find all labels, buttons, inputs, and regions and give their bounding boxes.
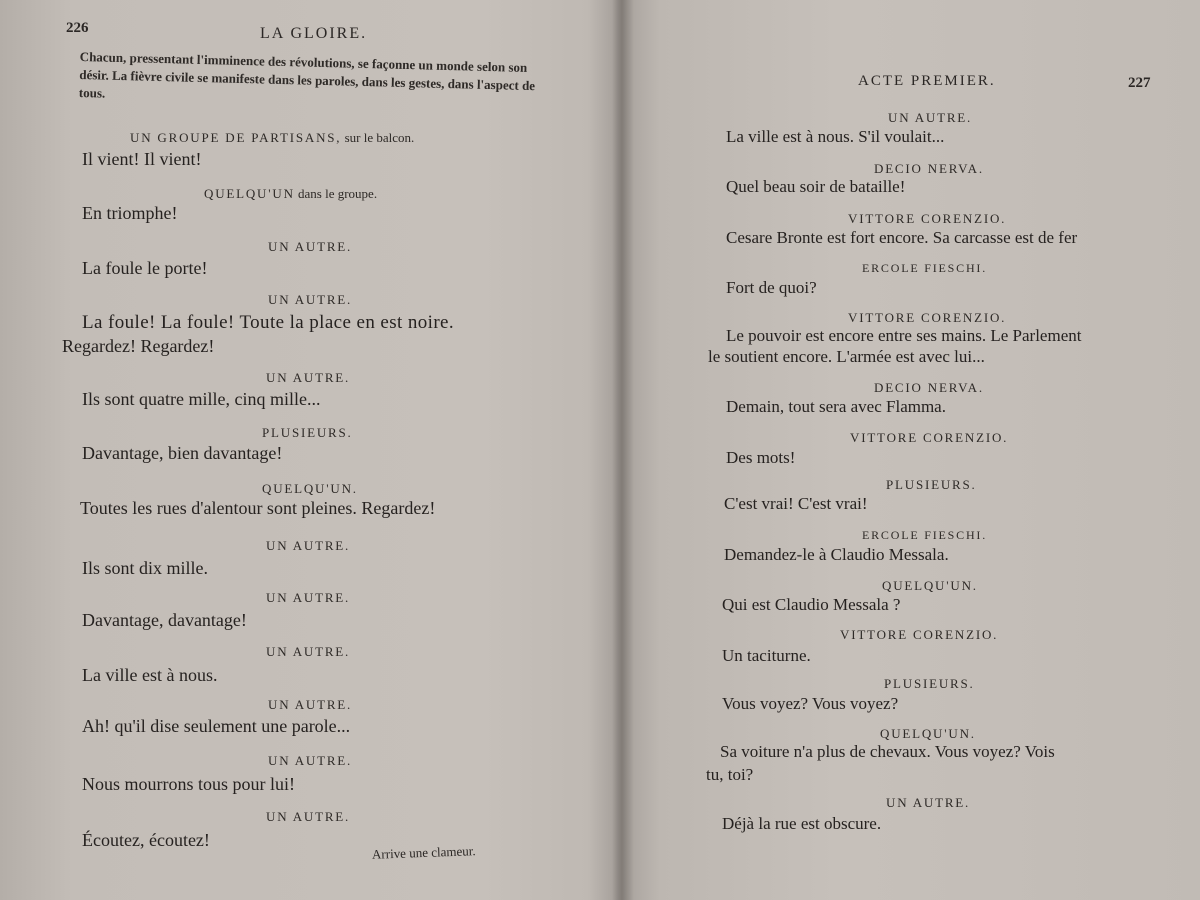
dialogue-line: Toutes les rues d'alentour sont pleines. Regardez! <box>80 498 436 518</box>
dialogue-line: La foule le porte! <box>82 258 208 278</box>
dialogue-line: Déjà la rue est obscure. <box>722 814 882 833</box>
speaker-name: UN AUTRE. <box>266 370 351 385</box>
dialogue-line: Ils sont quatre mille, cinq mille... <box>82 389 321 409</box>
speaker-name: PLUSIEURS. <box>886 477 977 492</box>
speaker-name: UN AUTRE. <box>268 697 353 712</box>
dialogue-line: La ville est à nous. S'il voulait... <box>726 127 945 146</box>
speaker-name: UN AUTRE. <box>266 644 351 659</box>
right-page <box>628 0 1200 900</box>
dialogue-line: Fort de quoi? <box>726 278 817 297</box>
intro-paragraph: Chacun, pressentant l'imminence des révolutions, se façonne un monde selon son désir. La fièvre civile se manifeste dans les paroles, dans les gestes, dans l'aspect de tous. <box>78 48 536 101</box>
speaker-name: UN AUTRE. <box>886 795 971 810</box>
speaker-name: PLUSIEURS. <box>884 676 975 691</box>
dialogue-line: En triomphe! <box>82 203 178 223</box>
dialogue-line: Demain, tout sera avec Flamma. <box>726 397 946 416</box>
dialogue-line: C'est vrai! C'est vrai! <box>724 494 868 513</box>
speaker-name: ERCOLE FIESCHI. <box>862 528 988 542</box>
dialogue-line: Des mots! <box>726 448 796 467</box>
running-head: ACTE PREMIER. <box>858 73 996 89</box>
dialogue-line: Sa voiture n'a plus de chevaux. Vous voyez? Vois <box>720 742 1055 761</box>
dialogue-line: Le pouvoir est encore entre ses mains. Le Parlement <box>726 326 1082 345</box>
speaker-name: VITTORE CORENZIO. <box>840 627 999 642</box>
page-number: 227 <box>1128 75 1151 91</box>
stage-direction: Arrive une clameur. <box>371 843 476 862</box>
speaker-name: PLUSIEURS. <box>262 425 353 440</box>
dialogue-line: Vous voyez? Vous voyez? <box>722 694 899 713</box>
stage-direction: dans le groupe. <box>294 186 378 201</box>
speaker-name: UN AUTRE. <box>888 110 973 125</box>
speaker-name: UN AUTRE. <box>266 590 351 605</box>
speaker-name: UN GROUPE DE PARTISANS, sur le balcon. <box>130 130 415 145</box>
speaker-name: UN AUTRE. <box>268 753 353 768</box>
dialogue-line: Qui est Claudio Messala ? <box>722 595 901 614</box>
speaker-name: VITTORE CORENZIO. <box>848 211 1007 226</box>
dialogue-line: Regardez! Regardez! <box>62 336 215 356</box>
dialogue-line: Un taciturne. <box>722 646 811 665</box>
speaker-name: QUELQU'UN. <box>882 578 978 593</box>
dialogue-line: Cesare Bronte est fort encore. Sa carcasse est de fer <box>726 228 1078 247</box>
dialogue-line: La ville est à nous. <box>82 665 218 685</box>
dialogue-line: Nous mourrons tous pour lui! <box>82 774 295 794</box>
speaker-name: VITTORE CORENZIO. <box>850 430 1009 445</box>
dialogue-line: La foule! La foule! Toute la place en est noire. <box>82 312 455 333</box>
dialogue-line: tu, toi? <box>706 765 754 784</box>
dialogue-line: Ils sont dix mille. <box>82 558 208 578</box>
right-dialogue <box>628 0 1200 900</box>
speaker-name: UN AUTRE. <box>266 809 351 824</box>
speaker-name: QUELQU'UN. <box>880 726 976 741</box>
speaker-name: UN AUTRE. <box>266 538 351 553</box>
running-head: LA GLOIRE. <box>260 25 368 42</box>
dialogue-line: Écoutez, écoutez! <box>82 830 210 850</box>
page-number: 226 <box>66 20 89 36</box>
dialogue-line: Quel beau soir de bataille! <box>726 177 906 196</box>
speaker-name: ERCOLE FIESCHI. <box>862 261 988 275</box>
dialogue-line: le soutient encore. L'armée est avec lui... <box>708 347 985 366</box>
stage-direction: sur le balcon. <box>341 130 415 145</box>
speaker-name: DECIO NERVA. <box>874 380 984 395</box>
speaker-name: UN AUTRE. <box>268 292 353 307</box>
dialogue-line: Demandez-le à Claudio Messala. <box>724 545 949 564</box>
dialogue-line: Ah! qu'il dise seulement une parole... <box>82 716 351 736</box>
speaker-name: QUELQU'UN. <box>262 481 358 496</box>
speaker-name: DECIO NERVA. <box>874 161 984 176</box>
speaker-name: VITTORE CORENZIO. <box>848 310 1007 325</box>
speaker-name: QUELQU'UN dans le groupe. <box>204 186 378 201</box>
dialogue-line: Davantage, bien davantage! <box>82 443 283 463</box>
dialogue-line: Davantage, davantage! <box>82 610 247 630</box>
speaker-name: UN AUTRE. <box>268 239 353 254</box>
dialogue-line: Il vient! Il vient! <box>82 149 202 169</box>
